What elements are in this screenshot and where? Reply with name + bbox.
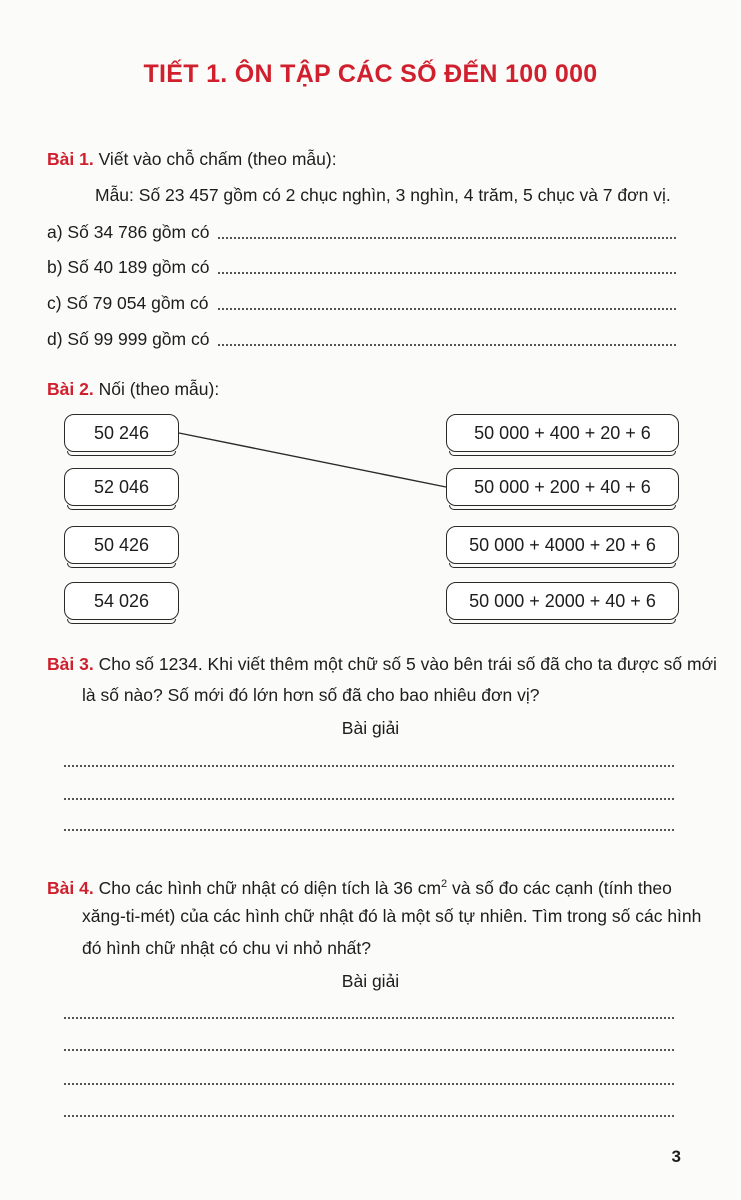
exercise-1-label: Bài 1.: [47, 149, 94, 169]
page-number: 3: [671, 1147, 681, 1166]
sum-box-3[interactable]: 50 000 + 4000 + 20 + 6: [446, 526, 679, 564]
exercise-4-line-1: [47, 873, 672, 899]
exercise-4-text-1b: và số đo các cạnh (tính theo: [447, 877, 672, 898]
exercise-1-item-c: c) Số 79 054 gồm có: [47, 293, 209, 313]
sum-box-1[interactable]: 50 000 + 400 + 20 + 6: [446, 414, 679, 452]
exercise-4-text-3: đó hình chữ nhật có chu vi nhỏ nhất?: [82, 938, 372, 958]
number-box-1[interactable]: 50 246: [64, 414, 179, 452]
exercise-4-solution-label: Bài giải: [341, 971, 400, 991]
exercise-2-label: Bài 2.: [47, 379, 94, 399]
sum-box-2[interactable]: 50 000 + 200 + 40 + 6: [446, 468, 679, 506]
answer-line-4a[interactable]: [64, 1017, 674, 1019]
exercise-3-text-2: là số nào? Số mới đó lớn hơn số đã cho bao nhiêu đơn vị?: [82, 685, 540, 705]
answer-line-3c[interactable]: [64, 829, 674, 831]
answer-line-4b[interactable]: [64, 1049, 674, 1051]
exercise-1-item-d: d) Số 99 999 gồm có: [47, 329, 210, 349]
number-box-3[interactable]: 50 426: [64, 526, 179, 564]
page-title: TIẾT 1. ÔN TẬP CÁC SỐ ĐẾN 100 000: [143, 60, 598, 88]
exercise-1-example: Mẫu: Số 23 457 gồm có 2 chục nghìn, 3 nghìn, 4 trăm, 5 chục và 7 đơn vị.: [95, 185, 671, 205]
answer-line-3b[interactable]: [64, 798, 674, 800]
exercise-1-item-a: a) Số 34 786 gồm có: [47, 222, 210, 242]
number-box-2[interactable]: 52 046: [64, 468, 179, 506]
exercise-2-instruction: Nối (theo mẫu):: [98, 379, 220, 399]
exercise-4-text-2: xăng-ti-mét) của các hình chữ nhật đó là một số tự nhiên. Tìm trong số các hình: [82, 906, 702, 926]
superscript-2: 2: [441, 878, 448, 890]
exercise-3-line-1: [47, 653, 717, 675]
exercise-4-text-1a: Cho các hình chữ nhật có diện tích là 36 cm: [98, 877, 442, 898]
answer-line-3a[interactable]: [64, 765, 674, 767]
exercise-4-label: Bài 4.: [47, 877, 94, 898]
exercise-1-instruction: Viết vào chỗ chấm (theo mẫu):: [98, 149, 337, 169]
exercise-1-item-b: b) Số 40 189 gồm có: [47, 257, 210, 277]
exercise-3-label: Bài 3.: [47, 654, 94, 674]
exercise-3-solution-label: Bài giải: [341, 718, 400, 738]
sum-box-4[interactable]: 50 000 + 2000 + 40 + 6: [446, 582, 679, 620]
answer-line-4d[interactable]: [64, 1115, 674, 1117]
example-connector-line: [179, 433, 446, 487]
answer-line-4c[interactable]: [64, 1083, 674, 1085]
exercise-3-text-1: Cho số 1234. Khi viết thêm một chữ số 5 vào bên trái số đã cho ta được số mới: [98, 654, 717, 674]
number-box-4[interactable]: 54 026: [64, 582, 179, 620]
